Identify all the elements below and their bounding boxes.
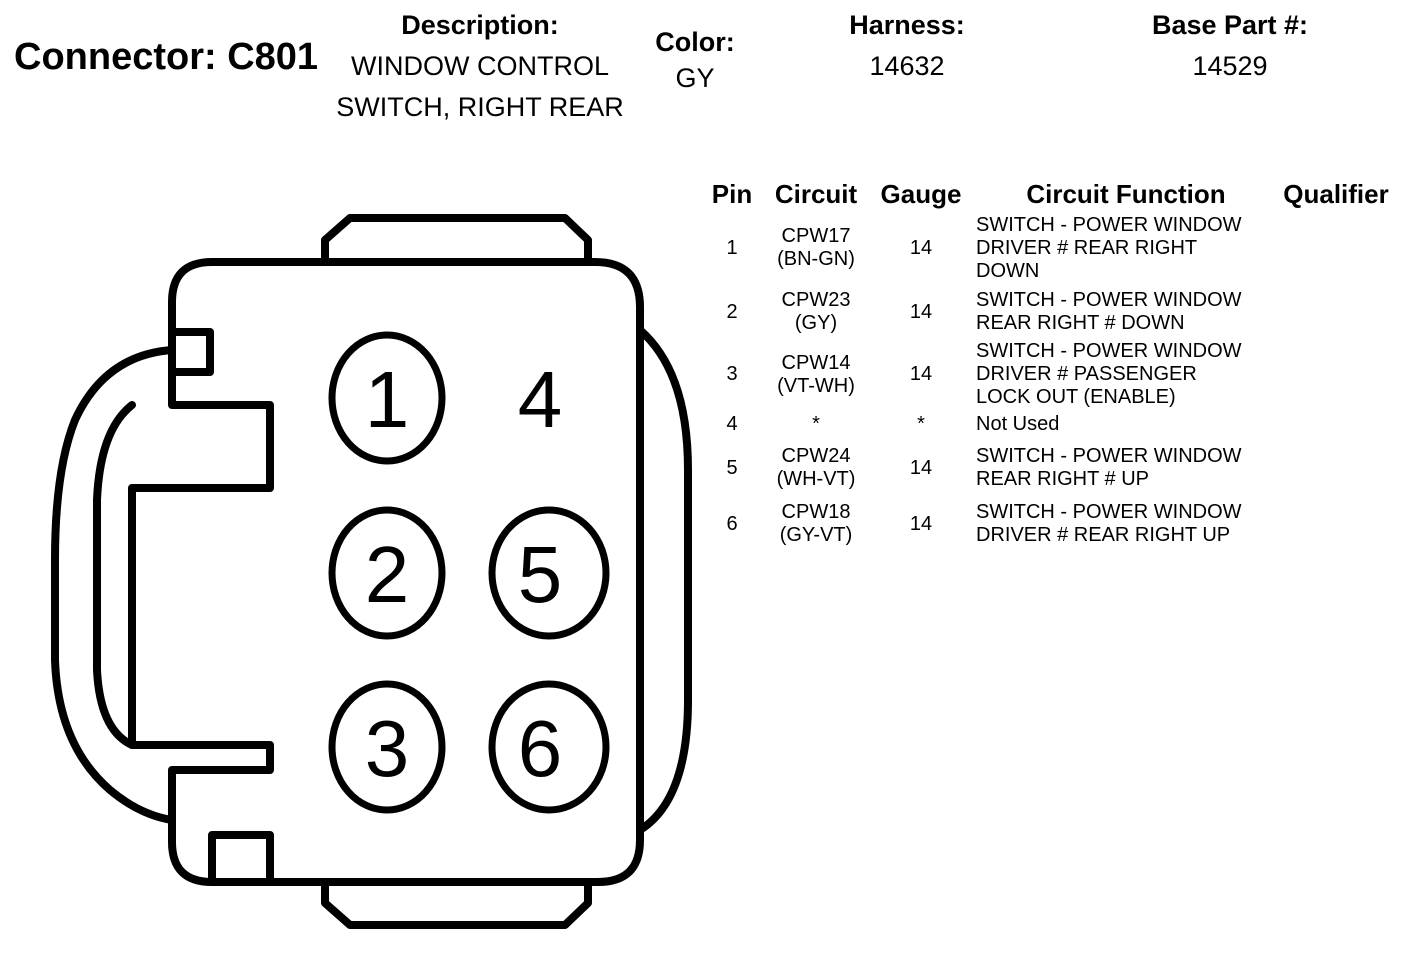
color-label: Color: xyxy=(655,27,735,57)
function-line: SWITCH - POWER WINDOW xyxy=(976,340,1242,362)
qualifier-cell xyxy=(1276,212,1396,284)
bottom-notch xyxy=(212,835,270,882)
circuit-color: (GY) xyxy=(794,312,838,334)
function-line: DRIVER # REAR RIGHT UP xyxy=(976,524,1231,546)
gauge-cell: 14 xyxy=(909,512,933,535)
qualifier-cell xyxy=(1276,284,1396,340)
left-lever-inner xyxy=(97,405,132,745)
pin-cell: 2 xyxy=(726,300,738,323)
pin-cell: 1 xyxy=(726,236,738,259)
gauge-cell: 14 xyxy=(909,236,933,259)
table-row xyxy=(700,212,1396,284)
function-line: LOCK OUT (ENABLE) xyxy=(976,386,1176,408)
table-row xyxy=(700,496,1396,552)
col-header-pin: Pin xyxy=(711,178,753,209)
gauge-cell: 14 xyxy=(909,363,933,385)
pin-label-2: 2 xyxy=(364,530,410,619)
pin-label-6: 6 xyxy=(517,704,563,793)
circuit-cell xyxy=(764,409,868,440)
circuit-id: CPW18 xyxy=(781,501,851,523)
description-value-line1: WINDOW CONTROL xyxy=(351,51,609,81)
description-value-line2: SWITCH, RIGHT REAR xyxy=(336,92,624,122)
function-line: Not Used xyxy=(976,413,1060,435)
function-cell xyxy=(974,496,1276,552)
harness-block xyxy=(807,10,1007,82)
right-rib xyxy=(640,330,688,830)
pin-label-5: 5 xyxy=(517,530,563,619)
bottom-latch xyxy=(325,882,588,925)
color-value: GY xyxy=(675,63,715,93)
function-line: SWITCH - POWER WINDOW xyxy=(976,501,1242,523)
circuit-cell xyxy=(764,496,868,552)
circuit-color: (WH-VT) xyxy=(776,468,856,490)
circuit-id: * xyxy=(812,413,820,435)
function-line: SWITCH - POWER WINDOW xyxy=(976,445,1242,467)
col-header-gauge: Gauge xyxy=(880,178,962,209)
gauge-cell: 14 xyxy=(909,456,933,479)
function-line: SWITCH - POWER WINDOW xyxy=(976,289,1242,311)
col-header-circuit-function: Circuit Function xyxy=(1026,178,1226,209)
pin-table xyxy=(700,176,1396,552)
circuit-id: CPW17 xyxy=(781,225,851,247)
base-part-value: 14529 xyxy=(1192,51,1268,81)
table-row xyxy=(700,409,1396,440)
col-header-circuit: Circuit xyxy=(774,178,858,209)
top-latch xyxy=(325,218,588,262)
pin-cell: 4 xyxy=(726,413,738,435)
qualifier-cell xyxy=(1276,340,1396,409)
connector-title: Connector: C801 xyxy=(14,36,319,78)
qualifier-cell xyxy=(1276,440,1396,496)
function-line: SWITCH - POWER WINDOW xyxy=(976,213,1242,236)
top-notch xyxy=(172,332,210,372)
circuit-color: (BN-GN) xyxy=(777,248,855,270)
function-line: DOWN xyxy=(976,259,1040,282)
circuit-id: CPW24 xyxy=(781,445,851,467)
circuit-cell xyxy=(764,212,868,284)
circuit-cell xyxy=(764,340,868,409)
qualifier-cell xyxy=(1276,496,1396,552)
harness-label: Harness: xyxy=(849,10,965,40)
pin-cell: 6 xyxy=(726,512,738,535)
harness-value: 14632 xyxy=(869,51,945,81)
base-part-label: Base Part #: xyxy=(1151,10,1309,40)
circuit-cell xyxy=(764,440,868,496)
pin-label-3: 3 xyxy=(364,704,410,793)
pin-cell: 3 xyxy=(726,363,738,385)
circuit-color: (GY-VT) xyxy=(779,524,853,546)
function-line: DRIVER # REAR RIGHT xyxy=(976,236,1198,259)
gauge-cell: 14 xyxy=(909,300,933,323)
function-cell xyxy=(974,340,1276,409)
table-row xyxy=(700,440,1396,496)
function-line: REAR RIGHT # DOWN xyxy=(976,312,1185,334)
table-row xyxy=(700,284,1396,340)
circuit-id: CPW23 xyxy=(781,289,851,311)
function-line: DRIVER # PASSENGER xyxy=(976,363,1197,385)
description-label: Description: xyxy=(401,10,559,40)
circuit-cell xyxy=(764,284,868,340)
base-part-block xyxy=(1120,10,1340,82)
gauge-cell: * xyxy=(917,413,925,435)
connector-face-diagram xyxy=(0,0,700,954)
col-header-qualifier: Qualifier xyxy=(1283,178,1389,209)
circuit-color: (VT-WH) xyxy=(777,374,855,397)
table-header-row xyxy=(700,176,1396,212)
pin-label-4: 4 xyxy=(517,355,563,444)
function-cell xyxy=(974,409,1276,440)
circuit-id: CPW14 xyxy=(781,351,851,374)
pin-cell: 5 xyxy=(726,456,738,479)
table-row xyxy=(700,340,1396,409)
pin-label-1: 1 xyxy=(364,355,410,444)
function-cell xyxy=(974,212,1276,284)
function-line: REAR RIGHT # UP xyxy=(976,468,1149,490)
qualifier-cell xyxy=(1276,409,1396,440)
function-cell xyxy=(974,440,1276,496)
function-cell xyxy=(974,284,1276,340)
